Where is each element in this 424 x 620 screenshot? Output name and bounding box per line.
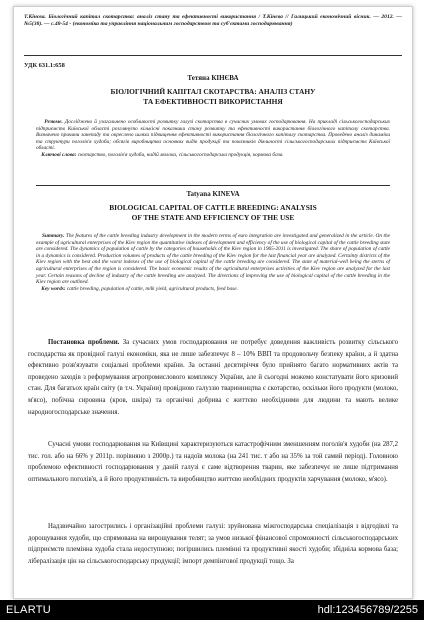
- keywords-en-text: cattle breeding, population of cattle, milk yield, agricultural products, feed base.: [66, 285, 238, 292]
- section-rule: [36, 185, 390, 186]
- header-rule: [24, 55, 402, 56]
- body-paragraph-3: Надзвичайно загострились і організаційні проблеми галузі: зруйнована міжгосподарська спеціалізація з відгодівлі та дорощування худоби, що спрямована на вирощування телят; за умов низької фінансової спроможності сільськогосподарських підприємств племінна худоба стала недоступною; погіршились племінні та продуктивні якості худоби; збідніла кормова база; лібералізація цін на сільськогосподарську продукції; імпорт демпінгової продукції тощо. За: [28, 523, 398, 565]
- title-en-line2: OF THE STATE AND EFFICIENCY OF THE USE: [131, 213, 295, 222]
- repository-footer: [0, 600, 424, 620]
- title-uk-line2: ТА ЕФЕКТИВНОСТІ ВИКОРИСТАННЯ: [143, 97, 283, 106]
- abstract-uk-text: Досліджено й узагальнено особливості розвитку галузі скотарства в сучасних умовах господарювання. На прикладі сільськогосподарських підприємств Київської області розглянуто кількісні показники стану розвитку та ефективності використання біологічного капіталу скотарства. Визначено причини занепаду та окреслено шляхи підвищення ефективності використання біологічного капіталу скотарства. Проведено аналіз динаміки та структури поголів'я худоби; обсягів виробництва основних видів продукції та показників діяльності сільськогосподарських підприємств Київської області.: [36, 119, 391, 152]
- abstract-uk-label: Резюме.: [44, 119, 63, 125]
- abstract-en-label: Summary.: [42, 233, 65, 239]
- abstract-en-text: The features of the cattle breeding industry development in the modern terms of euro integration are investigated and generalized in the article. On the example of agricultural enterprises of the Kiev region the quantitative indexes of development and efficiency of the use of biological capital of the cattle breeding state are considered. The dynamics of population of cattle by the categories of households of the Kiev region in 1965-2011 is investigated. The share of population of cattle in a dynamics is considered. Production volumes of products of the cattle breeding of the Kiev region for the last financial year are analyzed. Certainty districts of the Kiev region with the best and the worst indexes of the use of biological capital of the cattle breeding are considered. The state of material-well being the sterns of agricultural enterprises of the region is considered. The basic economic results of the agricultural enterprises activities of the Kiev region are analyzed for the last year. Certain reasons of decline of industry of the cattle breeding are analyzed. The directions of improving the use of biological capital of the cattle breeding in the Kiev region are outlined.: [36, 233, 390, 286]
- abstract-en: [36, 233, 390, 292]
- body-paragraph-1: [28, 337, 398, 418]
- abstract-uk: [36, 119, 390, 159]
- handle-link[interactable]: hdl:123456789/2255: [317, 604, 418, 616]
- paper-page: [13, 6, 413, 599]
- keywords-uk-label: Ключові слова:: [41, 151, 77, 158]
- keywords-en-label: Key words:: [41, 285, 66, 292]
- title-en-line1: BIOLOGICAL CAPITAL OF CATTLE BREEDING: ANALYSIS: [109, 203, 317, 212]
- problem-statement-label: Постановка проблеми.: [48, 339, 120, 346]
- body-paragraph-1-text: За сучасних умов господарювання не потребує доведення важливість розвитку сільського господарства як провідної галузі економіки, яка не лише забезпечує 8 – 10% ВВП та продовольчу безпеку країни, а й здатна ефективно розв'язувати соціальні проблеми країни. За останні десятиріччя було прийнято багато нормативних актів та проведено заходів з реформування агропромислового комплексу України, але й сьогодні можемо констатувати його кризовий стан. Для багатьох країн світу (в т.ч. України) провідною галуззю тваринництва є скотарство, оскільки його продукти (молоко, м'ясо), побічна сировина (кров, шкіра) та органічні добрива є життєво необхідними для людини та мають велике народногосподарське значення.: [28, 339, 398, 416]
- citation-header: Т.Кінєва. Біологічний капітал скотарства: аналіз стану та ефективності використання / Т.Кінєва // Галицький економічний вісник. — 2012. — №5(38). — с.48-54 - (економіка та управління національним господарством та суб'єктами господарювання): [24, 14, 402, 28]
- repository-name: ELARTU: [6, 604, 51, 616]
- title-uk-line1: БІОЛОГІЧНИЙ КАПІТАЛ СКОТАРСТВА: АНАЛІЗ СТАНУ: [110, 87, 316, 96]
- udc-code: УДК 631.1:658: [24, 62, 65, 69]
- author-uk: Тетяна КІНЄВА: [187, 74, 239, 82]
- body-paragraph-2: Сучасні умови господарювання на Київщині характеризуються катастрофічним зменшенням поголів'я худоби (на 287,2 тис. гол. або на 66% у 2011р. порівняно з 2000р.) та надоїв молока (на 241 тис. т або на 35% за той самий період). Головною проблемою ефективності господарювання у даній галузі є саме відтворення тварин, яке забезпечує не лише підтримання оптимального поголів'я, а й його продуктивність та виробництво життєво необхідних продуктів харчування (молоко, м'ясо).: [28, 441, 398, 483]
- author-en: Tatyana KINEVA: [186, 190, 240, 198]
- keywords-uk-text: скотарство, поголів'я худоби, надій молока, сільськогосподарська продукція, кормова база.: [77, 151, 284, 158]
